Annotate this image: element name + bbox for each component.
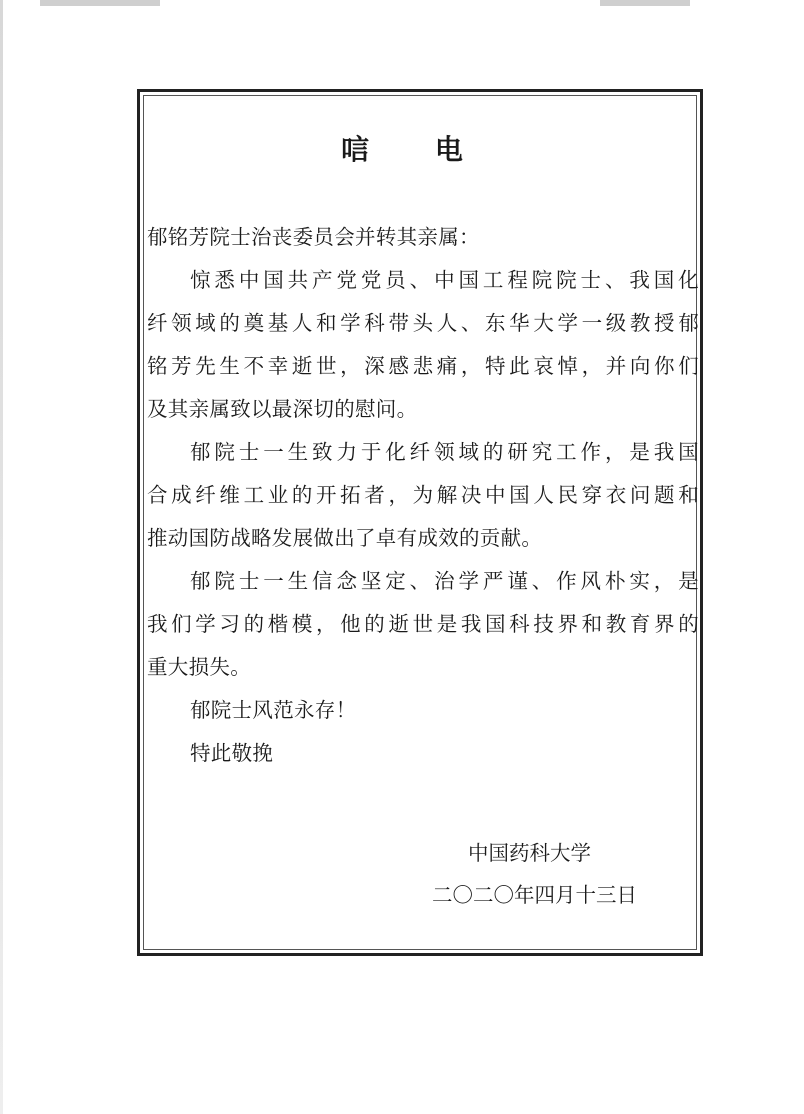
- paragraph-condolence: [147, 259, 699, 431]
- paragraph-line: 郁院士一生致力于化纤领域的研究工作，是我国: [190, 440, 699, 464]
- closing-line-2: 特此敬挽: [190, 741, 274, 765]
- paragraph-line: 重大损失。: [147, 655, 251, 679]
- paragraph-line: 推动国防战略发展做出了卓有成效的贡献。: [147, 526, 543, 550]
- paragraph-contribution: [147, 431, 699, 560]
- signature-organization: 中国药科大学: [468, 841, 591, 865]
- salutation: 郁铭芳院士治丧委员会并转其亲属：: [147, 225, 480, 249]
- paragraph-line: 合成纤维工业的开拓者，为解决中国人民穿衣问题和: [147, 483, 699, 507]
- paragraph-line: 纤领域的奠基人和学科带头人、东华大学一级教授郁: [147, 311, 699, 335]
- paragraph-line: 郁院士一生信念坚定、治学严谨、作风朴实，是: [190, 569, 699, 593]
- paragraph-line: 及其亲属致以最深切的慰问。: [147, 397, 418, 421]
- document-body: [147, 216, 699, 775]
- paragraph-tribute: [147, 560, 699, 689]
- scan-mark: [600, 0, 690, 6]
- paragraph-line: 我们学习的楷模，他的逝世是我国科技界和教育界的: [147, 612, 699, 636]
- closing-line-1: 郁院士风范永存！: [190, 698, 357, 722]
- scan-mark: [40, 0, 160, 6]
- document-title: 唁 电: [341, 133, 491, 166]
- paragraph-line: 惊悉中国共产党党员、中国工程院院士、我国化: [190, 268, 699, 292]
- paragraph-line: 铭芳先生不幸逝世，深感悲痛，特此哀悼，并向你们: [147, 354, 699, 378]
- signature-date: 二〇二〇年四月十三日: [432, 883, 637, 907]
